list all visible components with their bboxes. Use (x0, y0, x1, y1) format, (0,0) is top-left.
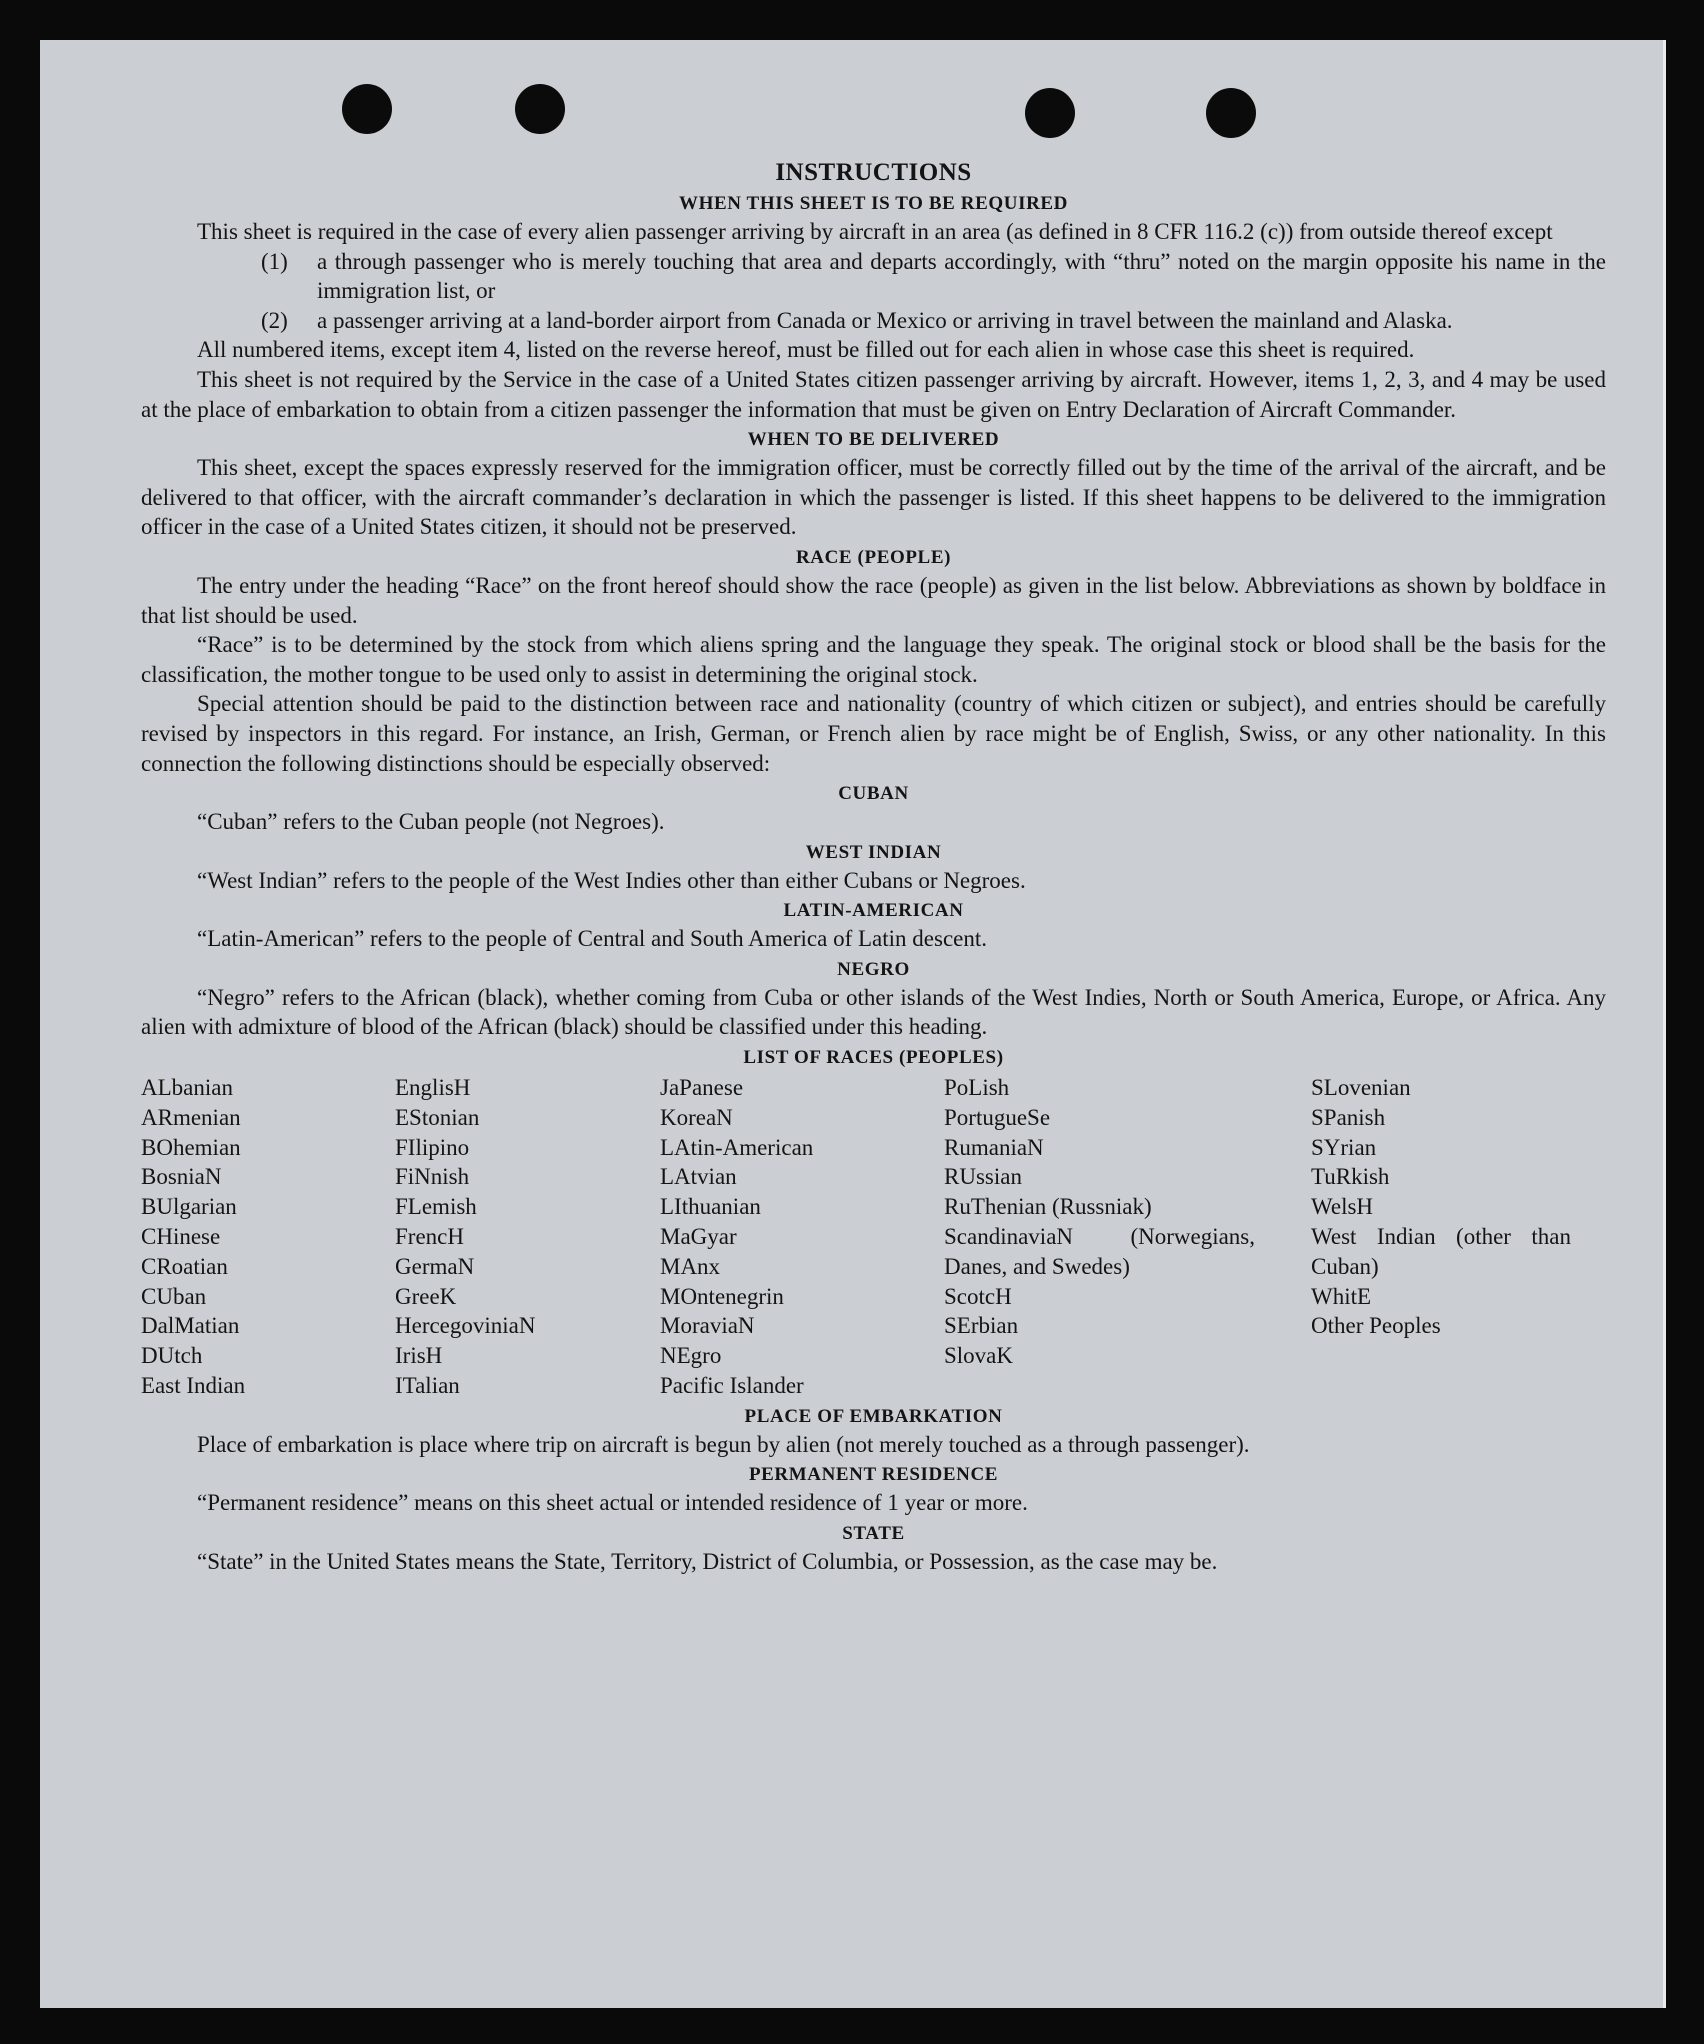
race-entry: Pacific Islander (660, 1373, 804, 1399)
race-entry: FrencH (395, 1224, 464, 1250)
race-entry: GermaN (395, 1253, 475, 1279)
paragraph: This sheet, except the spaces expressly reserved for the immigration officer, must be correctly filled out by the time of the arrival of the aircraft, and be delivered to that officer, with the aircraft commander’s declaration in which the passenger is listed. If this sheet happens to be delivered to the immigration officer in the case of a United States citizen, it should not be preserved. (141, 455, 1606, 540)
heading-race: RACE (PEOPLE) (795, 546, 952, 568)
heading-place-of-embarkation: PLACE OF EMBARKATION (744, 1405, 1003, 1427)
race-entry: MAnx (660, 1253, 721, 1279)
race-entry: GreeK (395, 1283, 457, 1309)
race-entry: RumaniaN (944, 1134, 1044, 1160)
list-item (261, 306, 1606, 336)
race-entry: SLovenian (1311, 1075, 1411, 1101)
race-entry: FLemish (395, 1194, 477, 1220)
page-title: INSTRUCTIONS (775, 159, 972, 186)
race-entry: EnglisH (395, 1075, 471, 1101)
heading-permanent-residence: PERMANENT RESIDENCE (748, 1464, 999, 1486)
heading-latin-american: LATIN-AMERICAN (783, 900, 964, 922)
item-number: (2) (261, 307, 288, 333)
punch-hole (515, 84, 565, 134)
races-column (944, 1073, 1311, 1401)
races-column (660, 1073, 944, 1401)
race-entry: MOntenegrin (660, 1283, 784, 1309)
heading-when-required: WHEN THIS SHEET IS TO BE REQUIRED (678, 193, 1069, 214)
race-entry: MoraviaN (660, 1313, 755, 1339)
race-entry: West Indian (other than Cuban) (1311, 1224, 1571, 1279)
punch-hole (342, 84, 392, 134)
race-entry: CHinese (141, 1224, 221, 1250)
race-entry: ITalian (395, 1373, 460, 1399)
race-entry: PoLish (944, 1075, 1010, 1101)
item-number: (1) (261, 248, 288, 274)
heading-cuban: CUBAN (838, 783, 909, 805)
race-entry: BUlgarian (141, 1194, 237, 1220)
paragraph: “West Indian” refers to the people of the West Indies other than either Cubans or Negroes. (197, 867, 1026, 893)
race-entry: BosniaN (141, 1164, 222, 1190)
heading-state: STATE (842, 1523, 905, 1545)
race-entry: WhitE (1311, 1283, 1372, 1309)
race-entry: IrisH (395, 1343, 443, 1369)
paragraph: “Permanent residence” means on this sheet actual or intended residence of 1 year or more. (197, 1490, 1028, 1516)
race-entry: SErbian (944, 1313, 1019, 1339)
race-entry: LAtin-American (660, 1134, 814, 1160)
punch-hole (1025, 88, 1075, 138)
punch-hole (1206, 88, 1256, 138)
race-entry: ALbanian (141, 1075, 233, 1101)
race-entry: SlovaK (944, 1343, 1013, 1369)
paragraph: This sheet is not required by the Service in the case of a United States citizen passenger arriving by aircraft. However, items 1, 2, 3, and 4 may be used at the place of embarkation to obtain from a citizen passenger the information that must be given on Entry Declaration of Aircraft Commander. (141, 366, 1606, 422)
heading-list-of-races: LIST OF RACES (PEOPLES) (743, 1047, 1004, 1069)
race-entry: ScandinaviaN (Norwegians, Danes, and Swedes) (944, 1224, 1255, 1279)
document-sheet (40, 40, 1666, 2008)
race-entry: MaGyar (660, 1224, 737, 1250)
race-entry: RUssian (944, 1164, 1022, 1190)
item-text: a through passenger who is merely touching that area and departs accordingly, with “thru” noted on the margin opposite his name in the immigration list, or (317, 248, 1606, 304)
race-entry: SPanish (1311, 1104, 1386, 1130)
paragraph: The entry under the heading “Race” on the front hereof should show the race (people) as given in the list below. Abbreviations as shown by boldface in that list should be used. (141, 572, 1606, 628)
race-entry: East Indian (141, 1373, 246, 1399)
race-entry: CUban (141, 1283, 207, 1309)
paragraph: All numbered items, except item 4, listed on the reverse hereof, must be filled out for each alien in whose case this sheet is required. (197, 337, 1415, 363)
race-entry: RuThenian (Russniak) (944, 1194, 1152, 1220)
race-entry: PortugueSe (944, 1104, 1051, 1130)
race-entry: TuRkish (1311, 1164, 1390, 1190)
races-list (141, 1073, 1606, 1401)
race-entry: NEgro (660, 1343, 722, 1369)
race-entry: ARmenian (141, 1104, 241, 1130)
race-entry: LIthuanian (660, 1194, 761, 1220)
paragraph: “Negro” refers to the African (black), whether coming from Cuba or other islands of the West Indies, North or South America, Europe, or Africa. Any alien with admixture of blood of the African (black) should be classified under this heading. (141, 984, 1606, 1040)
race-entry: Other Peoples (1311, 1313, 1441, 1339)
races-column (395, 1073, 660, 1401)
race-entry: SYrian (1311, 1134, 1377, 1160)
race-entry: KoreaN (660, 1104, 733, 1130)
heading-west-indian: WEST INDIAN (805, 841, 942, 863)
race-entry: WelsH (1311, 1194, 1374, 1220)
paragraph: “Cuban” refers to the Cuban people (not Negroes). (197, 809, 665, 835)
race-entry: FIlipino (395, 1134, 470, 1160)
paragraph: Special attention should be paid to the distinction between race and nationality (country of which citizen or subject), and entries should be carefully revised by inspectors in this regard. For instance, an Irish, German, or French alien by race might be of English, Swiss, or any other nationality. In this connection the following distinctions should be especially observed: (141, 691, 1606, 776)
races-column (1311, 1073, 1571, 1401)
race-entry: DUtch (141, 1343, 203, 1369)
race-entry: ScotcH (944, 1283, 1012, 1309)
paragraph: “State” in the United States means the State, Territory, District of Columbia, or Possession, as the case may be. (197, 1549, 1218, 1575)
paragraph: This sheet is required in the case of every alien passenger arriving by aircraft in an area (as defined in 8 CFR 116.2 (c)) from outside thereof except (197, 219, 1553, 244)
paragraph: “Race” is to be determined by the stock from which aliens spring and the language they speak. The original stock or blood shall be the basis for the classification, the mother tongue to be used only to assist in determining the original stock. (141, 632, 1606, 687)
heading-when-delivered: WHEN TO BE DELIVERED (747, 429, 1000, 451)
race-entry: EStonian (395, 1104, 480, 1130)
race-entry: LAtvian (660, 1164, 737, 1190)
heading-negro: NEGRO (837, 958, 910, 980)
race-entry: JaPanese (660, 1075, 744, 1101)
item-text: a passenger arriving at a land-border airport from Canada or Mexico or arriving in travel between the mainland and Alaska. (317, 307, 1453, 333)
paragraph: Place of embarkation is place where trip on aircraft is begun by alien (not merely touched as a through passenger). (197, 1431, 1250, 1457)
race-entry: CRoatian (141, 1253, 228, 1279)
races-column (141, 1073, 395, 1401)
race-entry: HercegoviniaN (395, 1313, 536, 1339)
paragraph: “Latin-American” refers to the people of Central and South America of Latin descent. (197, 926, 987, 952)
race-entry: DalMatian (141, 1313, 240, 1339)
instructions-text (141, 158, 1606, 1577)
list-item (261, 247, 1606, 306)
race-entry: FiNnish (395, 1164, 470, 1190)
race-entry: BOhemian (141, 1134, 241, 1160)
